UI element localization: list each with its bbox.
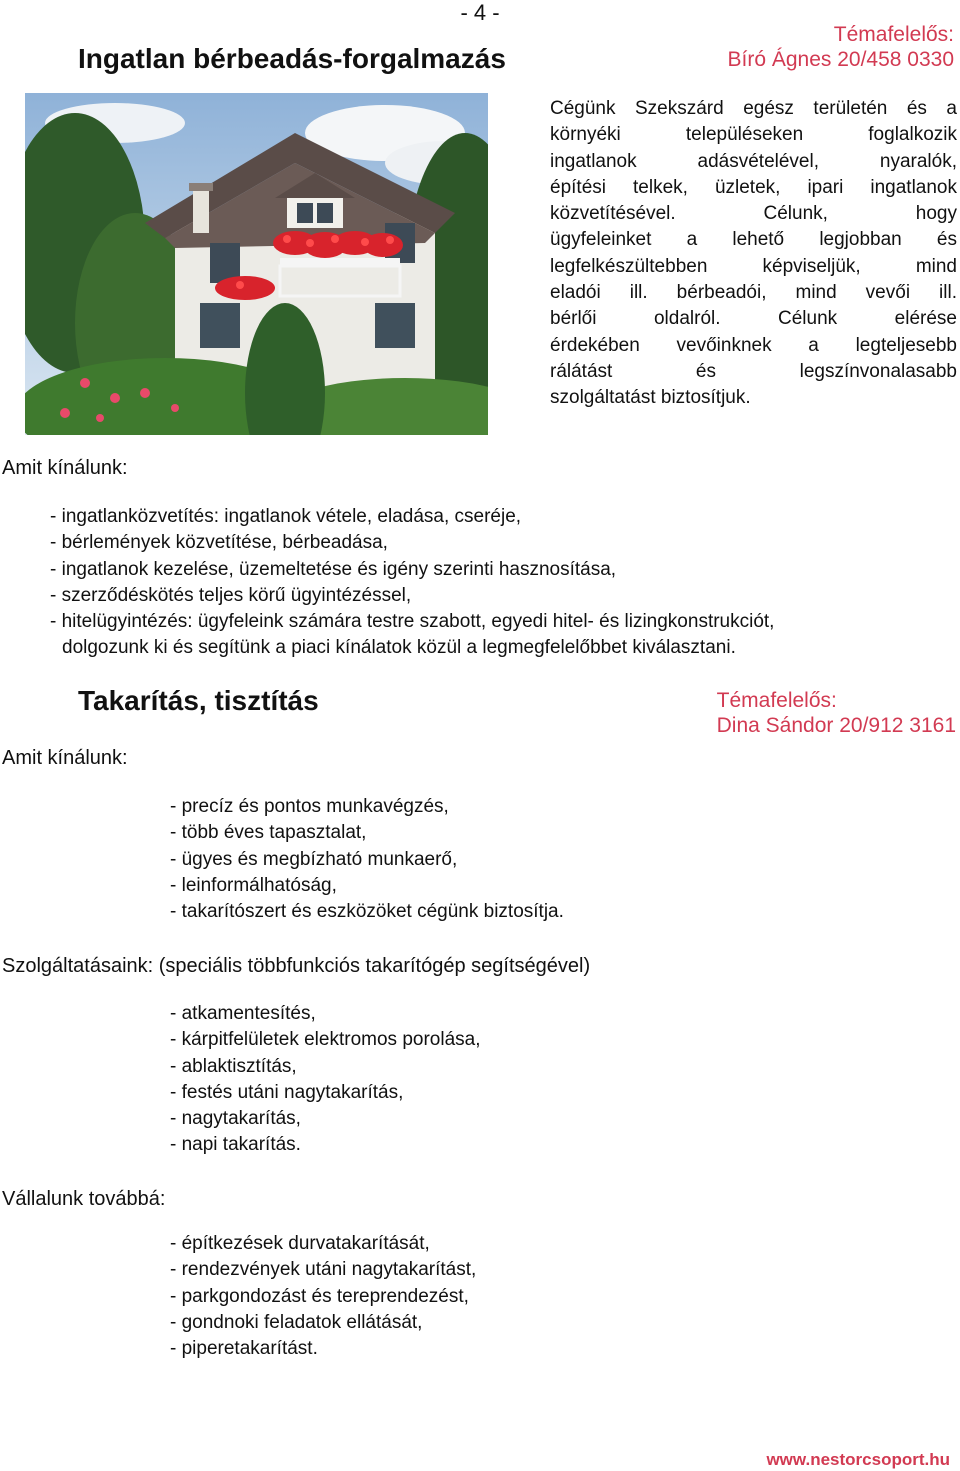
intro-line: bérlői oldalról. Célunk elérése <box>550 308 957 330</box>
intro-line: szolgáltatást biztosítjuk. <box>550 387 751 409</box>
list-item: - nagytakarítás, <box>170 1108 301 1130</box>
intro-line: Cégünk Szekszárd egész területén és a <box>550 98 957 119</box>
section-title-cleaning: Takarítás, tisztítás <box>78 685 319 716</box>
list-item: dolgozunk ki és segítünk a piaci kínálatok közül a legmegfelelőbbet kiválasztani. <box>62 637 736 659</box>
intro-line: környéki településeken foglalkozik <box>550 124 957 146</box>
list-item: - bérlemények közvetítése, bérbeadása, <box>50 532 388 554</box>
offer-label-cleaning: Amit kínálunk: <box>2 747 128 769</box>
intro-paragraph <box>550 96 957 412</box>
list-item: - ablaktisztítás, <box>170 1055 297 1077</box>
list-item: - gondnoki feladatok ellátását, <box>170 1311 423 1333</box>
page-number: - 4 - <box>460 0 500 25</box>
list-item: - precíz és pontos munkavégzés, <box>170 796 449 817</box>
intro-line: ügyfeleinket a lehető legjobban és <box>550 229 957 251</box>
list-item: - ingatlanok kezelése, üzemeltetése és igény szerinti hasznosítása, <box>50 558 617 580</box>
intro-line: ingatlanok adásvételével, nyaralók, <box>550 150 957 172</box>
house-photo <box>25 93 488 435</box>
offer-label-real-estate: Amit kínálunk: <box>2 457 128 479</box>
list-item: - leinformálhatóság, <box>170 874 337 896</box>
responsible-label: Témafelelős: <box>716 689 837 712</box>
list-item: - hitelügyintézés: ügyfeleink számára testre szabott, egyedi hitel- és lizingkonstrukciót, <box>50 611 775 633</box>
footer-url[interactable]: www.nestorcsoport.hu <box>766 1450 950 1469</box>
intro-line: eladói ill. bérbeadói, mind vevői ill. <box>550 282 957 304</box>
list-item: - ingatlanközvetítés: ingatlanok vétele, eladása, cseréje, <box>50 506 522 527</box>
list-item: - ügyes és megbízható munkaerő, <box>170 848 458 870</box>
also-list <box>170 1231 476 1362</box>
list-item: - kárpitfelületek elektromos porolása, <box>170 1029 481 1051</box>
list-item: - parkgondozást és tereprendezést, <box>170 1285 469 1307</box>
responsible-contact: Dina Sándor 20/912 3161 <box>716 714 956 737</box>
section-title-real-estate: Ingatlan bérbeadás-forgalmazás <box>78 43 506 74</box>
intro-line: közvetítésével. Célunk, hogy <box>550 203 957 225</box>
offer-list-real-estate <box>50 504 774 662</box>
list-item: - rendezvények utáni nagytakarítást, <box>170 1259 477 1281</box>
list-item: - szerződéskötés teljes körű ügyintézéssel, <box>50 584 412 606</box>
intro-line: legfelkészültebben képviseljük, mind <box>550 255 957 277</box>
responsible-contact: Bíró Ágnes 20/458 0330 <box>727 48 954 71</box>
intro-line: rálátást és legszínvonalasabb <box>550 360 957 382</box>
also-label: Vállalunk továbbá: <box>2 1188 166 1210</box>
list-item: - takarítószert és eszközöket cégünk biztosítja. <box>170 901 564 923</box>
list-item: - atkamentesítés, <box>170 1003 316 1024</box>
list-item: - több éves tapasztalat, <box>170 822 367 844</box>
house-illustration <box>25 93 488 435</box>
responsible-block-cleaning <box>717 688 956 738</box>
list-item: - festés utáni nagytakarítás, <box>170 1081 404 1103</box>
list-item: - piperetakarítást. <box>170 1338 318 1360</box>
responsible-label: Témafelelős: <box>833 23 954 46</box>
responsible-block-real-estate <box>727 22 954 72</box>
services-list <box>170 1001 480 1159</box>
list-item: - építkezések durvatakarítását, <box>170 1233 430 1254</box>
list-item: - napi takarítás. <box>170 1134 301 1156</box>
intro-line: építési telkek, üzletek, ipari ingatlanok <box>550 176 957 198</box>
intro-line: érdekében vevőinknek a legteljesebb <box>550 334 957 356</box>
services-label: Szolgáltatásaink: (speciális többfunkciós takarítógép segítségével) <box>2 955 591 977</box>
offer-list-cleaning <box>170 794 564 925</box>
